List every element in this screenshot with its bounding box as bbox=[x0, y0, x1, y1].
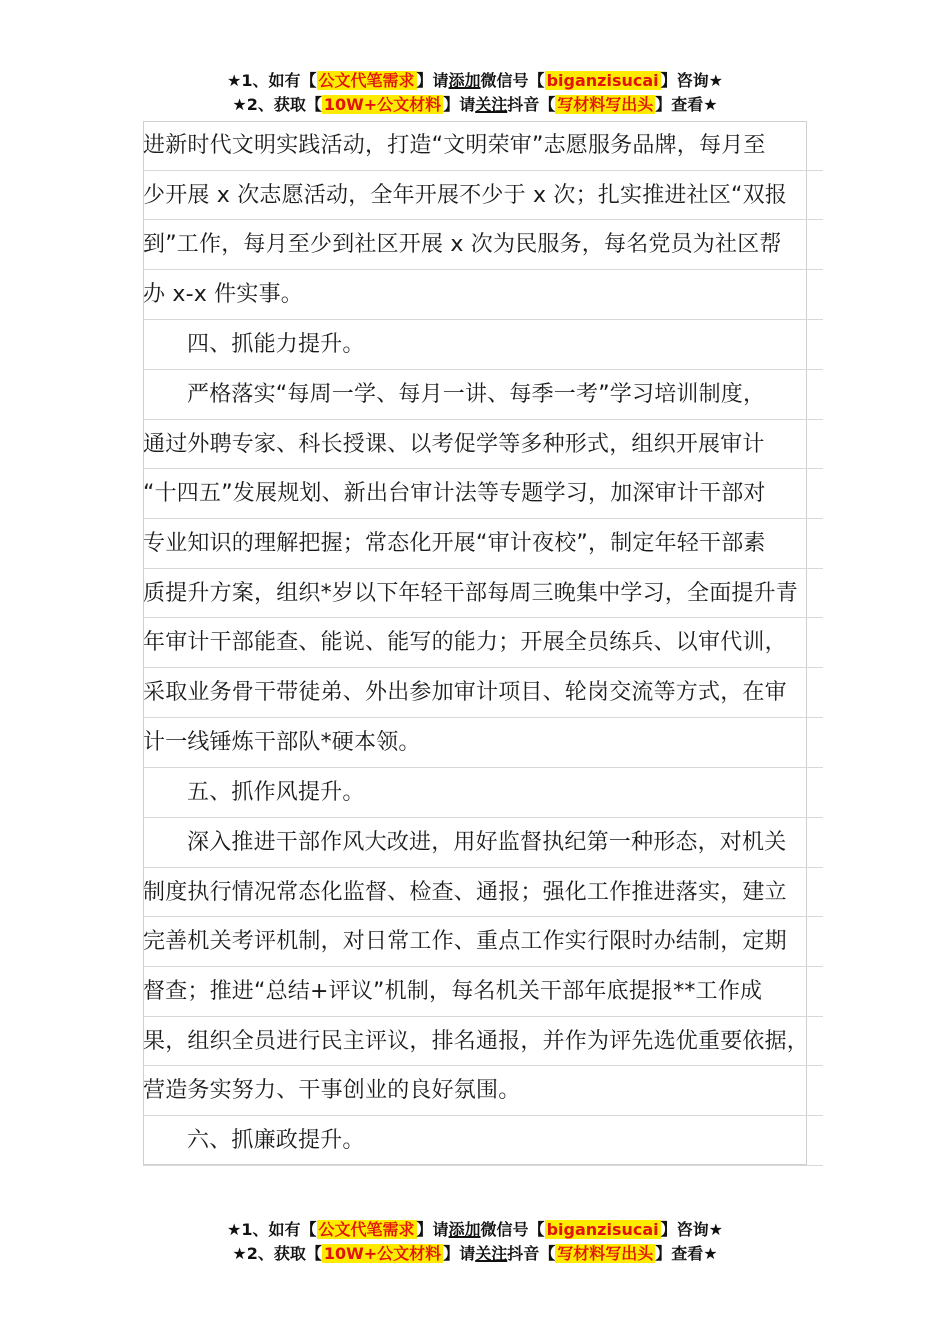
text-line: 营造务实努力、干事创业的良好氛围。 bbox=[143, 1066, 823, 1116]
text-line: 计一线锤炼干部队*硬本领。 bbox=[143, 718, 823, 768]
text-line: 督查；推进“总结+评议”机制，每名机关干部年底提报**工作成 bbox=[143, 967, 823, 1017]
heading-text: 四、抓能力提升。 bbox=[143, 320, 823, 370]
banner-text: 】请 bbox=[443, 1244, 476, 1263]
highlight-service: 公文代笔需求 bbox=[318, 71, 415, 90]
text-line: 严格落实“每周一学、每月一讲、每季一考”学习培训制度， bbox=[143, 370, 823, 420]
banner-text: ★2、获取【 bbox=[232, 1244, 322, 1263]
banner-emphasis: 关注 bbox=[475, 1244, 508, 1263]
heading-text: 五、抓作风提升。 bbox=[143, 768, 823, 818]
banner-text: 】咨询★ bbox=[660, 71, 723, 90]
text-line: 到”工作，每月至少到社区开展 x 次为民服务，每名党员为社区帮 bbox=[143, 220, 823, 270]
banner-line-2 bbox=[0, 93, 950, 117]
text-line: 通过外聘专家、科长授课、以考促学等多种形式，组织开展审计 bbox=[143, 420, 823, 470]
highlight-materials: 10W+公文材料 bbox=[323, 95, 442, 114]
banner-line-2 bbox=[0, 1242, 950, 1266]
paragraph-work-style bbox=[143, 818, 823, 1116]
text-line: 办 x-x 件实事。 bbox=[143, 270, 823, 320]
section-heading-4 bbox=[143, 320, 823, 370]
banner-text: 】查看★ bbox=[655, 1244, 718, 1263]
section-heading-5 bbox=[143, 768, 823, 818]
banner-text: 】查看★ bbox=[655, 95, 718, 114]
paragraph-volunteer bbox=[143, 121, 823, 320]
highlight-douyin-account: 写材料写出头 bbox=[557, 1244, 654, 1263]
banner-text: ★1、如有【 bbox=[227, 1220, 317, 1239]
banner-line-1 bbox=[0, 69, 950, 93]
text-line: 深入推进干部作风大改进，用好监督执纪第一种形态，对机关 bbox=[143, 818, 823, 868]
banner-emphasis: 添加 bbox=[448, 71, 481, 90]
highlight-wechat-id: biganzisucai bbox=[546, 71, 659, 90]
highlight-service: 公文代笔需求 bbox=[318, 1220, 415, 1239]
top-banner bbox=[0, 69, 950, 117]
banner-text: 抖音【 bbox=[507, 95, 556, 114]
banner-emphasis: 关注 bbox=[475, 95, 508, 114]
heading-text: 六、抓廉政提升。 bbox=[143, 1116, 823, 1166]
banner-emphasis: 添加 bbox=[448, 1220, 481, 1239]
banner-text: ★2、获取【 bbox=[232, 95, 322, 114]
banner-text: 微信号【 bbox=[480, 1220, 545, 1239]
highlight-materials: 10W+公文材料 bbox=[323, 1244, 442, 1263]
section-heading-6 bbox=[143, 1116, 823, 1166]
banner-text: ★1、如有【 bbox=[227, 71, 317, 90]
bottom-banner bbox=[0, 1218, 950, 1266]
text-line: 果，组织全员进行民主评议，排名通报，并作为评先选优重要依据， bbox=[143, 1017, 823, 1067]
text-line: 完善机关考评机制，对日常工作、重点工作实行限时办结制，定期 bbox=[143, 917, 823, 967]
highlight-wechat-id: biganzisucai bbox=[546, 1220, 659, 1239]
text-line: 进新时代文明实践活动，打造“文明荣审”志愿服务品牌，每月至 bbox=[143, 121, 823, 171]
highlight-douyin-account: 写材料写出头 bbox=[557, 95, 654, 114]
banner-text: 抖音【 bbox=[507, 1244, 556, 1263]
text-line: 采取业务骨干带徒弟、外出参加审计项目、轮岗交流等方式，在审 bbox=[143, 668, 823, 718]
banner-line-1 bbox=[0, 1218, 950, 1242]
text-line: “十四五”发展规划、新出台审计法等专题学习，加深审计干部对 bbox=[143, 469, 823, 519]
banner-text: 】请 bbox=[443, 95, 476, 114]
text-line: 制度执行情况常态化监督、检查、通报；强化工作推进落实，建立 bbox=[143, 868, 823, 918]
banner-text: 】咨询★ bbox=[660, 1220, 723, 1239]
text-line: 少开展 x 次志愿活动，全年开展不少于 x 次；扎实推进社区“双报 bbox=[143, 171, 823, 221]
text-line: 专业知识的理解把握；常态化开展“审计夜校”，制定年轻干部素 bbox=[143, 519, 823, 569]
text-line: 质提升方案，组织*岁以下年轻干部每周三晚集中学习，全面提升青 bbox=[143, 569, 823, 619]
paragraph-capability bbox=[143, 370, 823, 768]
banner-text: 】请 bbox=[416, 71, 449, 90]
banner-text: 】请 bbox=[416, 1220, 449, 1239]
text-line: 年审计干部能查、能说、能写的能力；开展全员练兵、以审代训， bbox=[143, 618, 823, 668]
banner-text: 微信号【 bbox=[480, 71, 545, 90]
